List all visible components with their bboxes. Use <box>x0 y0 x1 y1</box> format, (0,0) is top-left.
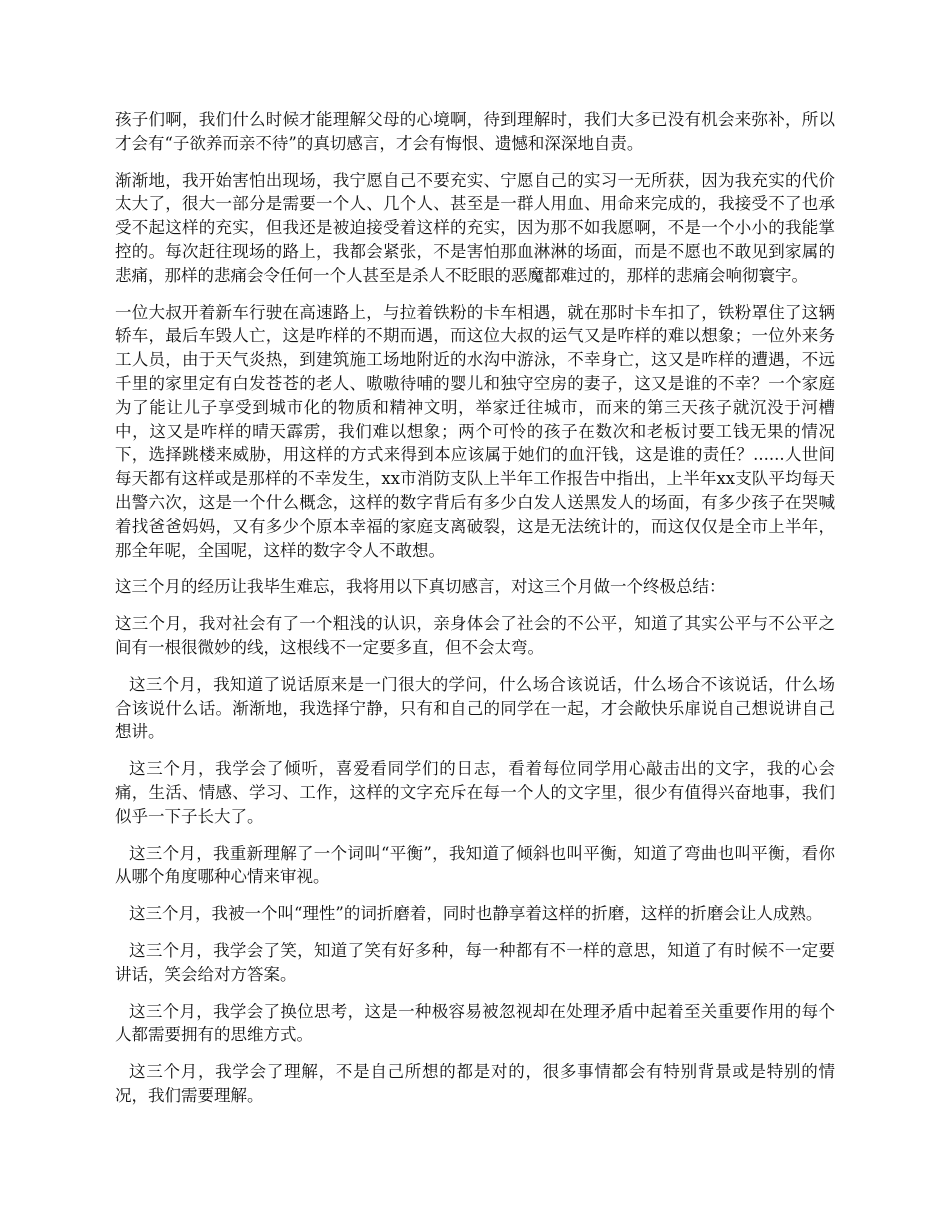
paragraph-12: 这三个月，我学会了理解，不是自己所想的都是对的，很多事情都会有特别背景或是特别的情况，我们需要理解。 <box>115 1062 835 1105</box>
paragraph-10: 这三个月，我学会了笑，知道了笑有好多种，每一种都有不一样的意思，知道了有时候不一定要讲话，笑会给对方答案。 <box>115 940 835 984</box>
paragraph-8: 这三个月，我重新理解了一个词叫“平衡”，我知道了倾斜也叫平衡，知道了弯曲也叫平衡，看你从哪个角度哪种心情来审视。 <box>115 843 835 887</box>
paragraph-2: 渐渐地，我开始害怕出现场，我宁愿自己不要充实、宁愿自己的实习一无所获，因为我充实的代价太大了，很大一部分是需要一个人、几个人、甚至是一群人用血、用命来完成的，我接受不了也承受不起这样的充实，但我还是被迫接受着这样的充实，因为那不如我愿啊，不是一个小小的我能掌控的。每次赶往现场的路上，我都会紧张，不是害怕那血淋淋的场面，而是不愿也不敢见到家属的悲痛，那样的悲痛会令任何一个人甚至是杀人不眨眼的恶魔都难过的，那样的悲痛会响彻寰宇。 <box>115 170 835 285</box>
paragraph-7: 这三个月，我学会了倾听，喜爱看同学们的日志，看着每位同学用心敲击出的文字，我的心会痛，生活、情感、学习、工作，这样的文字充斥在每一个人的文字里，很少有值得兴奋地事，我们似乎一下子长大了。 <box>115 759 835 826</box>
paragraph-9: 这三个月，我被一个叫“理性”的词折磨着，同时也静享着这样的折磨，这样的折磨会让人成熟。 <box>129 904 823 924</box>
paragraph-5: 这三个月，我对社会有了一个粗浅的认识，亲身体会了社会的不公平，知道了其实公平与不公平之间有一根很微妙的线，这根线不一定要多直，但不会太弯。 <box>115 614 835 657</box>
paragraph-6: 这三个月，我知道了说话原来是一门很大的学问，什么场合该说话，什么场合不该说话，什么场合该说什么话。渐渐地，我选择宁静，只有和自己的同学在一起，才会敞快乐扉说自己想说讲自己想讲。 <box>115 674 835 742</box>
document-body <box>115 108 835 1121</box>
paragraph-11: 这三个月，我学会了换位思考，这是一种极容易被忽视却在处理矛盾中起着至关重要作用的每个人都需要拥有的思维方式。 <box>115 1001 835 1045</box>
paragraph-3: 一位大叔开着新车行驶在高速路上，与拉着铁粉的卡车相遇，就在那时卡车扣了，铁粉罩住了这辆轿车，最后车毁人亡，这是咋样的不期而遇，而这位大叔的运气又是咋样的难以想象；一位外来务工人员，由于天气炎热，到建筑施工场地附近的水沟中游泳，不幸身亡，这又是咋样的遭遇，不远千里的家里定有白发苍苍的老人、嗷嗷待哺的婴儿和独守空房的妻子，这又是谁的不幸？一个家庭为了能让儿子享受到城市化的物质和精神文明，举家迁往城市，而来的第三天孩子就沉没于河槽中，这又是咋样的晴天霹雳，我们难以想象；两个可怜的孩子在数次和老板讨要工钱无果的情况下，选择跳楼来威胁，用这样的方式来得到本应该属于她们的血汗钱，这是谁的责任？......人世间每天都有这样或是那样的不幸发生，xx市消防支队上半年工作报告中指出，上半年xx支队平均每天出警六次，这是一个什么概念，这样的数字背后有多少白发人送黑发人的场面，有多少孩子在哭喊着找爸爸妈妈，又有多少个原本幸福的家庭支离破裂，这是无法统计的，而这仅仅是全市上半年，那全年呢，全国呢，这样的数字令人不敢想。 <box>115 302 835 560</box>
paragraph-1: 孩子们啊，我们什么时候才能理解父母的心境啊，待到理解时，我们大多已没有机会来弥补，所以才会有“子欲养而亲不待”的真切感言，才会有悔恨、遗憾和深深地自责。 <box>115 110 835 153</box>
paragraph-4: 这三个月的经历让我毕生难忘，我将用以下真切感言，对这三个月做一个终极总结： <box>115 577 726 597</box>
